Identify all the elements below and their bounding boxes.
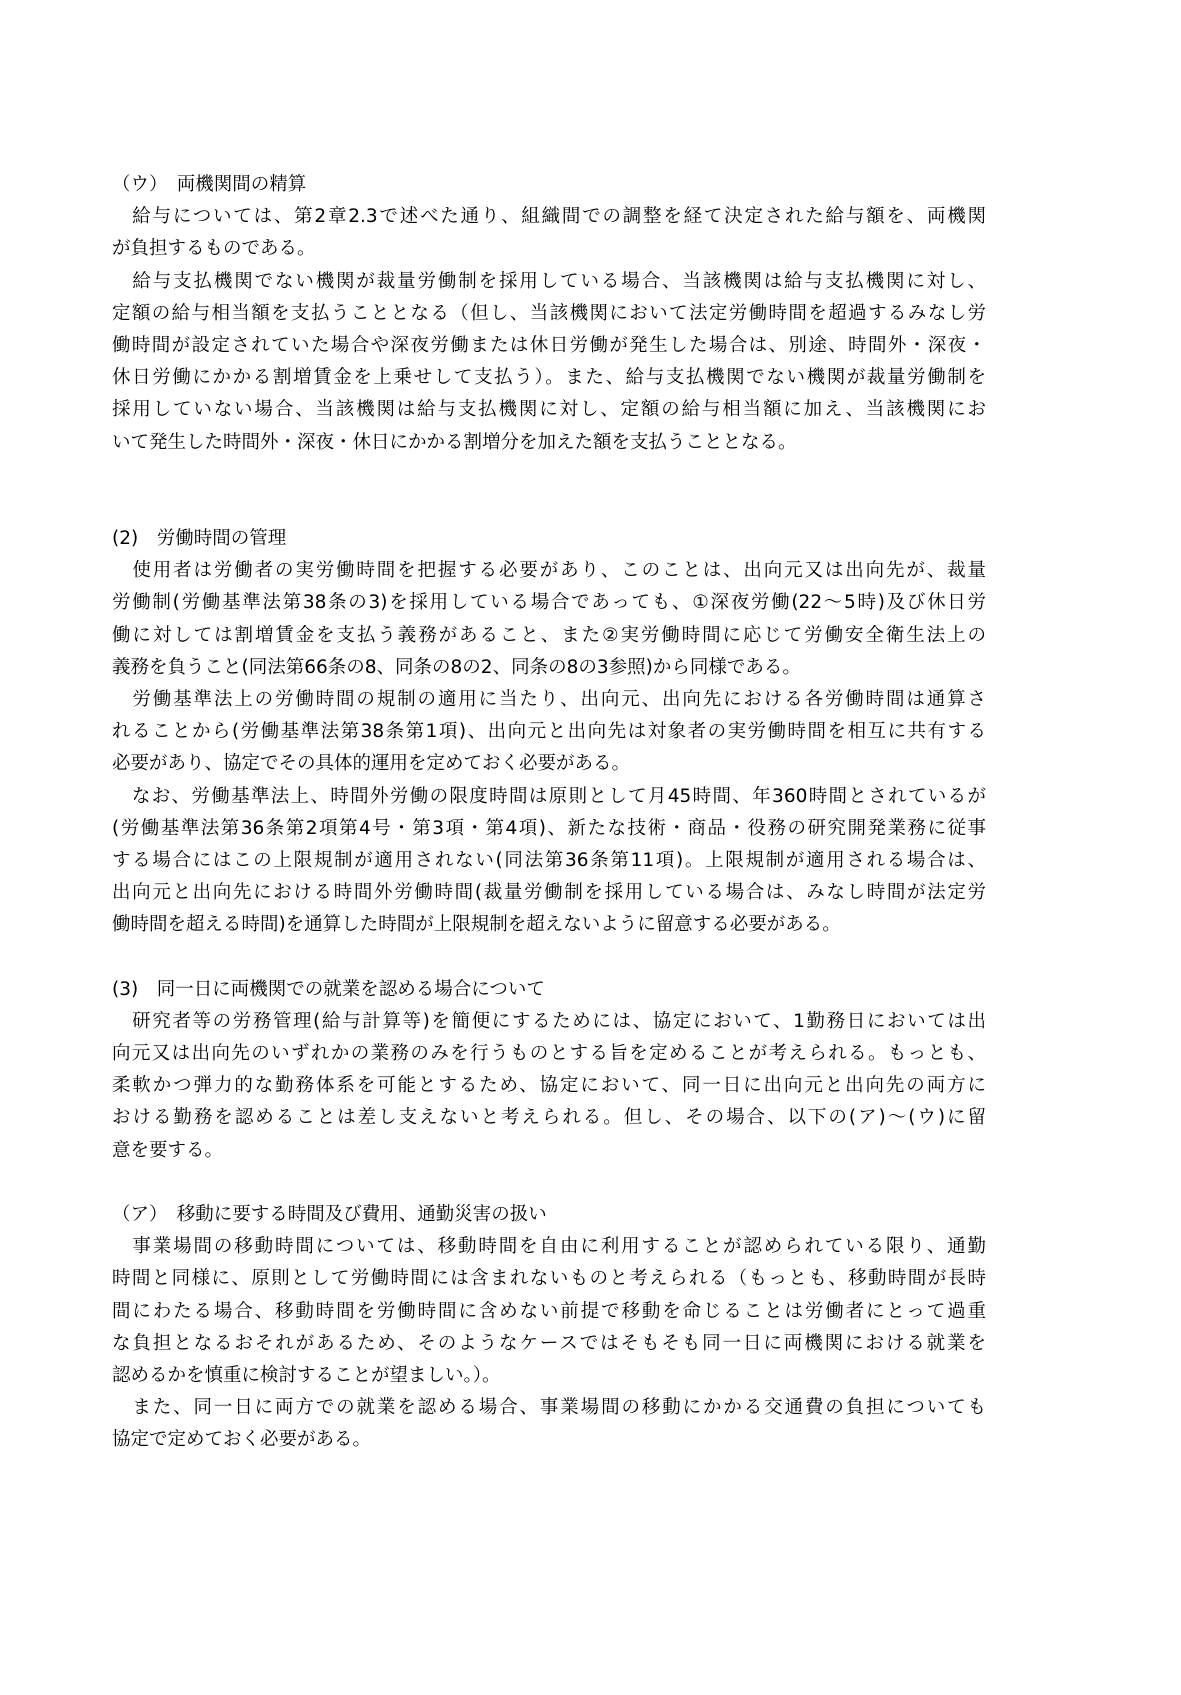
text-line: 意を要する。: [112, 1139, 224, 1161]
text-line: 労働基準法上の労働時間の規制の適用に当たり、出向元、出向先における各労働時間は通算さ: [112, 689, 986, 710]
paragraph: [112, 1392, 986, 1456]
text-line: 出向元と出向先における時間外労働時間(裁量労働制を採用している場合は、みなし時間が法定労: [112, 882, 986, 904]
paragraph: [112, 266, 986, 459]
text-line: 研究者等の労務管理(給与計算等)を簡便にするためには、協定において、1勤務日においては出: [112, 1010, 986, 1032]
paragraph: [112, 781, 986, 942]
document-body: [112, 169, 986, 1457]
text-line: 間にわたる場合、移動時間を労働時間に含めない前提で移動を命じることは労働者にとって過重: [112, 1300, 986, 1322]
text-line: 定額の給与相当額を支払うこととなる（但し、当該機関において法定労働時間を超過するみなし労: [112, 302, 986, 324]
section-heading: (3) 同一日に両機関での就業を認める場合について: [112, 978, 545, 1000]
text-line: 休日労働にかかる割増賃金を上乗せして支払う）。また、給与支払機関でない機関が裁量労働制を: [112, 367, 986, 389]
blank-line: [112, 491, 986, 523]
text-line: いて発生した時間外・深夜・休日にかかる割増分を加えた額を支払うこととなる。: [112, 431, 797, 453]
text-line: 必要があり、協定でその具体的運用を定めておく必要がある。: [112, 753, 631, 775]
text-line: する場合にはこの上限規制が適用されない(同法第36条第11項)。上限規制が適用される場合は、: [112, 849, 986, 871]
text-line: 義務を負うこと(同法第66条の8、同条の8の2、同条の8の3参照)から同様である。: [112, 656, 801, 678]
paragraph: [112, 1231, 986, 1392]
document-section: [112, 1199, 986, 1457]
text-line: (労働基準法第36条第2項第4号・第3項・第4項)、新たな技術・商品・役務の研究開発業務に従事: [112, 817, 986, 839]
text-line: れることから(労働基準法第38条第1項)、出向元と出向先は対象者の実労働時間を相互に共有する: [112, 721, 986, 743]
text-line: 使用者は労働者の実労働時間を把握する必要があり、このことは、出向元又は出向先が、裁量: [112, 560, 986, 582]
paragraph: [112, 684, 986, 781]
text-line: が負担するものである。: [112, 238, 316, 260]
text-line: 働時間が設定されていた場合や深夜労働または休日労働が発生した場合は、別途、時間外・深夜・: [112, 334, 986, 356]
text-line: 事業場間の移動時間については、移動時間を自由に利用することが認められている限り、通勤: [112, 1236, 986, 1258]
text-line: 認めるかを慎重に検討することが望ましい。）。: [112, 1364, 501, 1386]
text-line: 柔軟かつ弾力的な勤務体系を可能とするため、協定において、同一日に出向元と出向先の両方に: [112, 1075, 986, 1097]
text-line: 働に対しては割増賃金を支払う義務があること、また②実労働時間に応じて労働安全衛生法上の: [112, 624, 986, 646]
text-line: なお、労働基準法上、時間外労働の限度時間は原則として月45時間、年360時間とされているが: [112, 785, 986, 807]
text-line: 給与支払機関でない機関が裁量労働制を採用している場合、当該機関は給与支払機関に対し、: [112, 270, 986, 292]
blank-line: [112, 1167, 986, 1199]
section-heading: （ウ） 両機関間の精算: [112, 174, 307, 195]
section-heading: (2) 労働時間の管理: [112, 528, 287, 550]
text-line: 協定で定めておく必要がある。: [112, 1429, 372, 1451]
blank-line: [112, 459, 986, 491]
text-line: 採用していない場合、当該機関は給与支払機関に対し、定額の給与相当額に加え、当該機関にお: [112, 399, 986, 421]
text-line: な負担となるおそれがあるため、そのようなケースではそもそも同一日に両機関における就業を: [112, 1332, 986, 1354]
text-line: おける勤務を認めることは差し支えないと考えられる。但し、その場合、以下の(ア)～(ウ)に留: [112, 1107, 986, 1129]
text-line: 時間と同様に、原則として労働時間には含まれないものと考えられる（もっとも、移動時間が長時: [112, 1268, 986, 1290]
text-line: 向元又は出向先のいずれかの業務のみを行うものとする旨を定めることが考えられる。もっとも、: [112, 1043, 986, 1065]
paragraph: [112, 1006, 986, 1167]
text-line: 働時間を超える時間)を通算した時間が上限規制を超えないように留意する必要がある。: [112, 914, 841, 936]
document-section: [112, 974, 986, 1167]
text-line: 労働制(労働基準法第38条の3)を採用している場合であっても、①深夜労働(22～5時)及び休日労: [112, 592, 986, 614]
paragraph: [112, 555, 986, 684]
blank-line: [112, 942, 986, 974]
text-line: また、同一日に両方での就業を認める場合、事業場間の移動にかかる交通費の負担についても: [112, 1397, 986, 1419]
text-line: 給与については、第2章2.3で述べた通り、組織間での調整を経て決定された給与額を、両機関: [112, 206, 986, 228]
section-heading: （ア） 移動に要する時間及び費用、通勤災害の扱い: [112, 1204, 547, 1225]
document-section: [112, 523, 986, 941]
document-section: [112, 169, 986, 459]
paragraph: [112, 201, 986, 265]
